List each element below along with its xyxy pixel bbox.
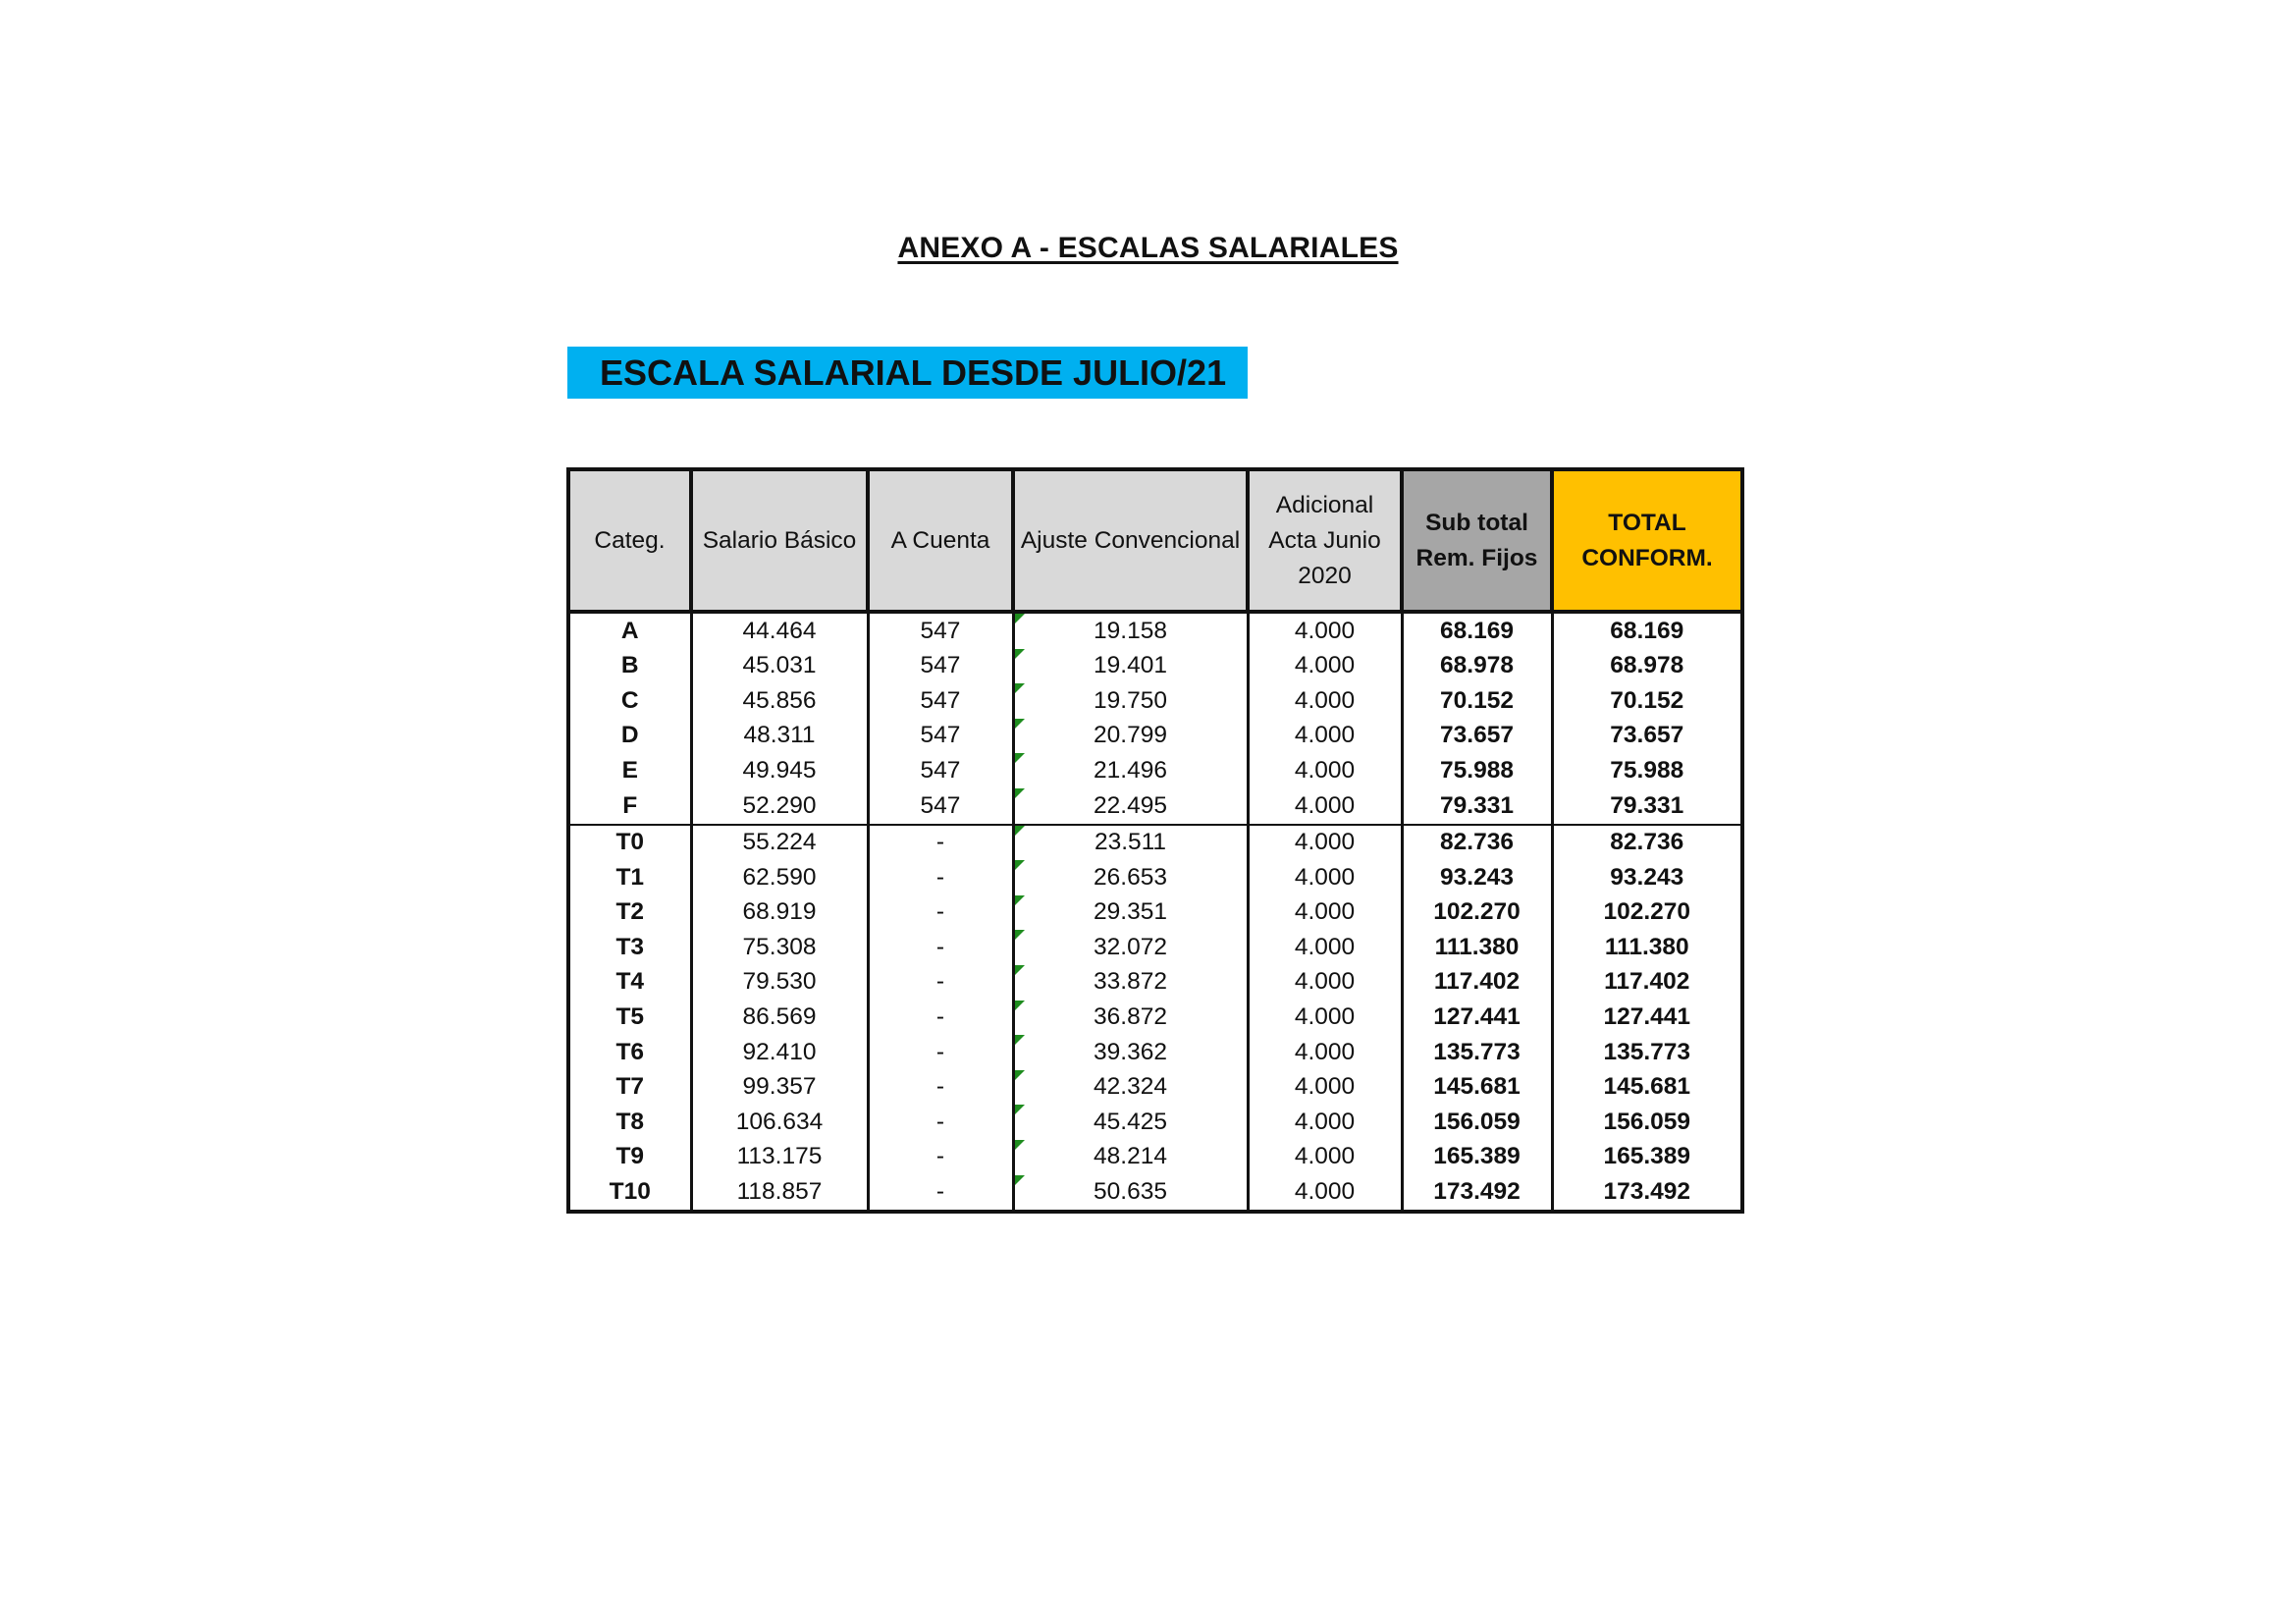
table-row <box>568 965 1742 1001</box>
cell-adicional: 4.000 <box>1248 860 1402 895</box>
cell-adicional: 4.000 <box>1248 788 1402 825</box>
cell-ajuste <box>1013 1175 1248 1213</box>
cell-ajuste <box>1013 719 1248 754</box>
cell-ajuste <box>1013 649 1248 684</box>
cell-adicional: 4.000 <box>1248 649 1402 684</box>
cell-subtotal: 82.736 <box>1402 825 1552 861</box>
cell-a-cuenta: - <box>868 860 1013 895</box>
ajuste-value: 20.799 <box>1094 722 1167 749</box>
cell-categ: T2 <box>568 895 691 931</box>
comment-flag-icon <box>1015 719 1025 729</box>
cell-salario-basico: 113.175 <box>691 1140 868 1175</box>
ajuste-value: 50.635 <box>1094 1178 1167 1206</box>
salary-table <box>566 467 1744 1214</box>
cell-categ: T7 <box>568 1070 691 1106</box>
cell-categ: T6 <box>568 1035 691 1070</box>
cell-categ: T10 <box>568 1175 691 1213</box>
table-row <box>568 1070 1742 1106</box>
cell-ajuste <box>1013 1035 1248 1070</box>
cell-salario-basico: 99.357 <box>691 1070 868 1106</box>
ajuste-value: 39.362 <box>1094 1038 1167 1065</box>
header-adicional-acta: Adicional Acta Junio 2020 <box>1248 469 1402 612</box>
cell-total: 82.736 <box>1552 825 1742 861</box>
ajuste-value: 23.511 <box>1094 829 1167 856</box>
cell-adicional: 4.000 <box>1248 1105 1402 1140</box>
cell-adicional: 4.000 <box>1248 965 1402 1001</box>
header-salario-basico: Salario Básico <box>691 469 868 612</box>
comment-flag-icon <box>1015 788 1025 798</box>
cell-total: 165.389 <box>1552 1140 1742 1175</box>
table-row <box>568 930 1742 965</box>
ajuste-value: 26.653 <box>1094 863 1167 891</box>
table-row <box>568 683 1742 719</box>
header-total: TOTAL CONFORM. <box>1552 469 1742 612</box>
cell-subtotal: 70.152 <box>1402 683 1552 719</box>
cell-a-cuenta: - <box>868 965 1013 1001</box>
cell-categ: T1 <box>568 860 691 895</box>
cell-categ: C <box>568 683 691 719</box>
cell-subtotal: 93.243 <box>1402 860 1552 895</box>
cell-subtotal: 145.681 <box>1402 1070 1552 1106</box>
table-row <box>568 788 1742 825</box>
ajuste-value: 22.495 <box>1094 791 1167 819</box>
header-a-cuenta: A Cuenta <box>868 469 1013 612</box>
ajuste-value: 19.158 <box>1094 617 1167 644</box>
cell-subtotal: 135.773 <box>1402 1035 1552 1070</box>
cell-total: 156.059 <box>1552 1105 1742 1140</box>
cell-adicional: 4.000 <box>1248 895 1402 931</box>
ajuste-value: 19.401 <box>1094 652 1167 679</box>
cell-adicional: 4.000 <box>1248 612 1402 649</box>
ajuste-value: 21.496 <box>1094 756 1167 784</box>
cell-subtotal: 75.988 <box>1402 753 1552 788</box>
cell-categ: T4 <box>568 965 691 1001</box>
comment-flag-icon <box>1015 895 1025 905</box>
comment-flag-icon <box>1015 826 1025 836</box>
table-row <box>568 1001 1742 1036</box>
cell-ajuste <box>1013 825 1248 861</box>
ajuste-value: 32.072 <box>1094 933 1167 960</box>
cell-categ: T5 <box>568 1001 691 1036</box>
table-row <box>568 1105 1742 1140</box>
ajuste-value: 48.214 <box>1094 1143 1167 1170</box>
cell-salario-basico: 86.569 <box>691 1001 868 1036</box>
cell-categ: E <box>568 753 691 788</box>
cell-total: 70.152 <box>1552 683 1742 719</box>
comment-flag-icon <box>1015 683 1025 693</box>
cell-salario-basico: 49.945 <box>691 753 868 788</box>
cell-ajuste <box>1013 788 1248 825</box>
cell-categ: B <box>568 649 691 684</box>
cell-a-cuenta: - <box>868 1001 1013 1036</box>
ajuste-value: 33.872 <box>1094 968 1167 996</box>
cell-categ: T9 <box>568 1140 691 1175</box>
table-row <box>568 825 1742 861</box>
cell-salario-basico: 48.311 <box>691 719 868 754</box>
cell-salario-basico: 55.224 <box>691 825 868 861</box>
cell-categ: T3 <box>568 930 691 965</box>
cell-a-cuenta: 547 <box>868 683 1013 719</box>
cell-a-cuenta: 547 <box>868 788 1013 825</box>
cell-ajuste <box>1013 895 1248 931</box>
comment-flag-icon <box>1015 1070 1025 1080</box>
cell-adicional: 4.000 <box>1248 1175 1402 1213</box>
cell-ajuste <box>1013 753 1248 788</box>
table-row <box>568 895 1742 931</box>
cell-adicional: 4.000 <box>1248 1001 1402 1036</box>
header-subtotal: Sub total Rem. Fijos <box>1402 469 1552 612</box>
table-row <box>568 860 1742 895</box>
table-row <box>568 649 1742 684</box>
cell-subtotal: 117.402 <box>1402 965 1552 1001</box>
cell-ajuste <box>1013 612 1248 649</box>
cell-total: 75.988 <box>1552 753 1742 788</box>
cell-total: 111.380 <box>1552 930 1742 965</box>
cell-salario-basico: 45.031 <box>691 649 868 684</box>
cell-ajuste <box>1013 1105 1248 1140</box>
comment-flag-icon <box>1015 1001 1025 1010</box>
cell-subtotal: 68.978 <box>1402 649 1552 684</box>
cell-a-cuenta: 547 <box>868 753 1013 788</box>
cell-salario-basico: 92.410 <box>691 1035 868 1070</box>
header-ajuste-convencional: Ajuste Convencional <box>1013 469 1248 612</box>
page-title: ANEXO A - ESCALAS SALARIALES <box>897 232 1399 264</box>
cell-a-cuenta: - <box>868 895 1013 931</box>
cell-adicional: 4.000 <box>1248 1140 1402 1175</box>
cell-salario-basico: 45.856 <box>691 683 868 719</box>
cell-salario-basico: 52.290 <box>691 788 868 825</box>
cell-adicional: 4.000 <box>1248 930 1402 965</box>
cell-total: 127.441 <box>1552 1001 1742 1036</box>
cell-ajuste <box>1013 860 1248 895</box>
comment-flag-icon <box>1015 965 1025 975</box>
table-row <box>568 719 1742 754</box>
cell-salario-basico: 44.464 <box>691 612 868 649</box>
comment-flag-icon <box>1015 649 1025 659</box>
ajuste-value: 45.425 <box>1094 1108 1167 1135</box>
comment-flag-icon <box>1015 1105 1025 1114</box>
cell-total: 102.270 <box>1552 895 1742 931</box>
cell-subtotal: 156.059 <box>1402 1105 1552 1140</box>
cell-a-cuenta: - <box>868 1140 1013 1175</box>
cell-subtotal: 165.389 <box>1402 1140 1552 1175</box>
cell-adicional: 4.000 <box>1248 753 1402 788</box>
cell-total: 73.657 <box>1552 719 1742 754</box>
table-row <box>568 753 1742 788</box>
comment-flag-icon <box>1015 753 1025 763</box>
cell-a-cuenta: - <box>868 1070 1013 1106</box>
cell-categ: T8 <box>568 1105 691 1140</box>
header-categ: Categ. <box>568 469 691 612</box>
comment-flag-icon <box>1015 614 1025 623</box>
cell-a-cuenta: - <box>868 1175 1013 1213</box>
cell-salario-basico: 62.590 <box>691 860 868 895</box>
cell-total: 79.331 <box>1552 788 1742 825</box>
cell-adicional: 4.000 <box>1248 1035 1402 1070</box>
cell-a-cuenta: 547 <box>868 649 1013 684</box>
cell-categ: T0 <box>568 825 691 861</box>
cell-ajuste <box>1013 1140 1248 1175</box>
cell-ajuste <box>1013 1070 1248 1106</box>
cell-subtotal: 68.169 <box>1402 612 1552 649</box>
cell-a-cuenta: - <box>868 825 1013 861</box>
cell-total: 135.773 <box>1552 1035 1742 1070</box>
cell-a-cuenta: - <box>868 1105 1013 1140</box>
cell-a-cuenta: 547 <box>868 612 1013 649</box>
cell-total: 68.169 <box>1552 612 1742 649</box>
table-row <box>568 1175 1742 1213</box>
cell-a-cuenta: - <box>868 1035 1013 1070</box>
cell-salario-basico: 75.308 <box>691 930 868 965</box>
ajuste-value: 29.351 <box>1094 898 1167 926</box>
cell-adicional: 4.000 <box>1248 825 1402 861</box>
cell-categ: A <box>568 612 691 649</box>
cell-a-cuenta: 547 <box>868 719 1013 754</box>
cell-adicional: 4.000 <box>1248 719 1402 754</box>
cell-categ: D <box>568 719 691 754</box>
cell-subtotal: 102.270 <box>1402 895 1552 931</box>
comment-flag-icon <box>1015 1140 1025 1150</box>
cell-ajuste <box>1013 683 1248 719</box>
header-row <box>568 469 1742 612</box>
cell-total: 93.243 <box>1552 860 1742 895</box>
cell-total: 145.681 <box>1552 1070 1742 1106</box>
cell-salario-basico: 106.634 <box>691 1105 868 1140</box>
cell-subtotal: 111.380 <box>1402 930 1552 965</box>
comment-flag-icon <box>1015 930 1025 940</box>
cell-salario-basico: 68.919 <box>691 895 868 931</box>
cell-adicional: 4.000 <box>1248 1070 1402 1106</box>
comment-flag-icon <box>1015 1035 1025 1045</box>
cell-salario-basico: 118.857 <box>691 1175 868 1213</box>
cell-categ: F <box>568 788 691 825</box>
ajuste-value: 36.872 <box>1094 1003 1167 1031</box>
ajuste-value: 42.324 <box>1094 1073 1167 1101</box>
cell-subtotal: 173.492 <box>1402 1175 1552 1213</box>
cell-ajuste <box>1013 930 1248 965</box>
table-row <box>568 1140 1742 1175</box>
cell-subtotal: 79.331 <box>1402 788 1552 825</box>
cell-total: 173.492 <box>1552 1175 1742 1213</box>
cell-total: 68.978 <box>1552 649 1742 684</box>
table-row <box>568 612 1742 649</box>
table-row <box>568 1035 1742 1070</box>
scale-banner: ESCALA SALARIAL DESDE JULIO/21 <box>567 347 1248 399</box>
cell-ajuste <box>1013 1001 1248 1036</box>
cell-ajuste <box>1013 965 1248 1001</box>
cell-salario-basico: 79.530 <box>691 965 868 1001</box>
salary-table-body <box>568 612 1742 1212</box>
comment-flag-icon <box>1015 1175 1025 1185</box>
cell-adicional: 4.000 <box>1248 683 1402 719</box>
ajuste-value: 19.750 <box>1094 686 1167 714</box>
cell-subtotal: 73.657 <box>1402 719 1552 754</box>
cell-subtotal: 127.441 <box>1402 1001 1552 1036</box>
comment-flag-icon <box>1015 860 1025 870</box>
cell-a-cuenta: - <box>868 930 1013 965</box>
cell-total: 117.402 <box>1552 965 1742 1001</box>
